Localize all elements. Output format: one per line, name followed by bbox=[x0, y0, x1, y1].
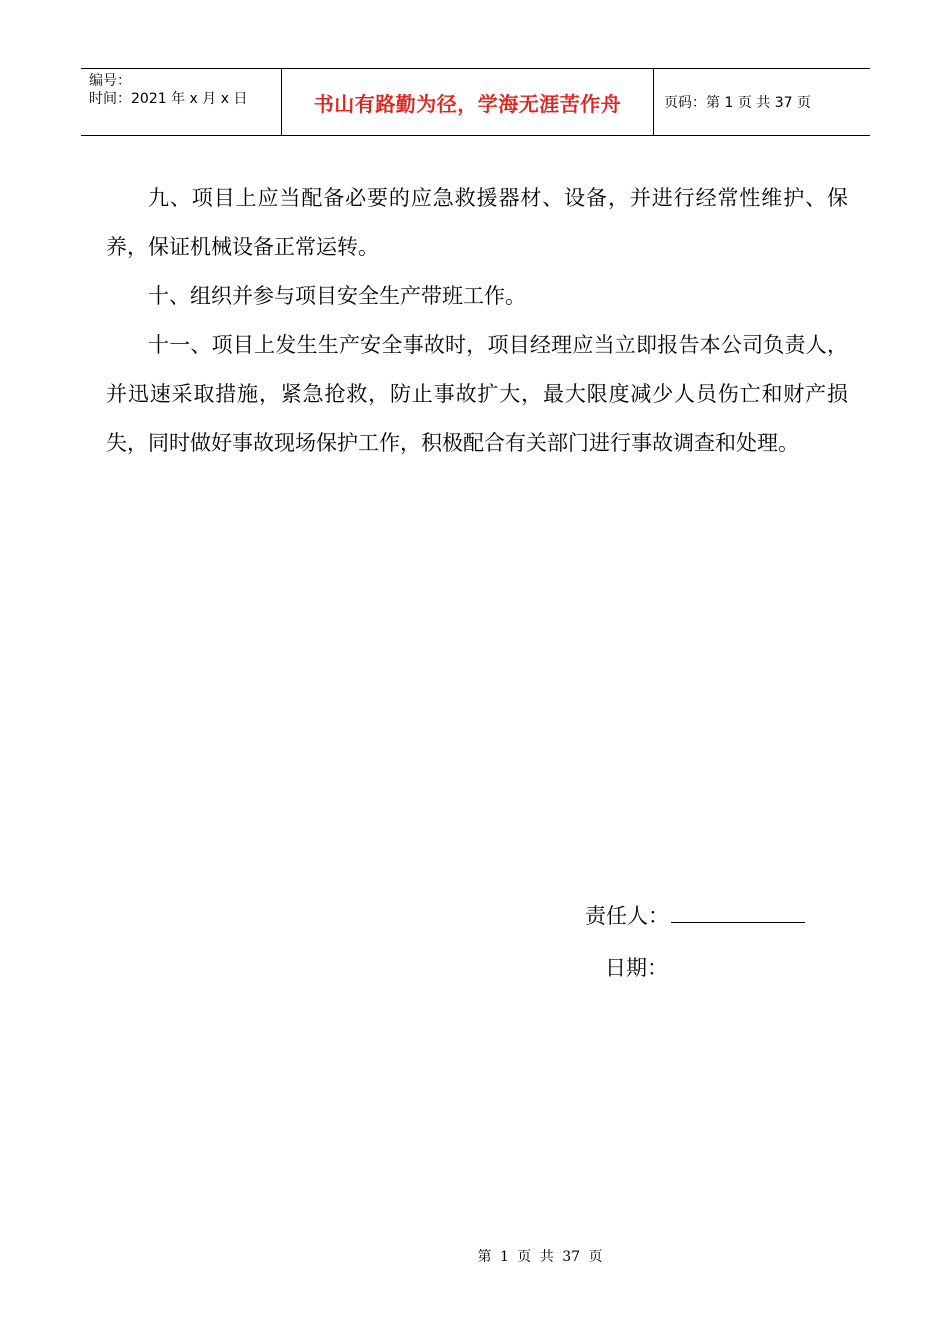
responsible-person-label: 责任人： bbox=[585, 904, 669, 928]
footer-page-number: 第 1 页 共 37 页 bbox=[477, 1249, 603, 1265]
date-row bbox=[605, 948, 805, 988]
page-footer bbox=[0, 1246, 950, 1266]
responsible-person-row bbox=[585, 896, 805, 936]
header-meta bbox=[81, 69, 281, 135]
header-number-label: 编号： bbox=[89, 73, 131, 89]
document-body bbox=[106, 174, 848, 468]
paragraph-eleven: 十一、项目上发生生产安全事故时，项目经理应当立即报告本公司负责人，并迅速采取措施，紧急抢救，防止事故扩大，最大限度减少人员伤亡和财产损失，同时做好事故现场保护工作，积极配合有关部门进行事故调查和处理。 bbox=[106, 333, 848, 455]
signature-line bbox=[671, 898, 805, 923]
header-time-label: 时间：2021 年 x 月 x 日 bbox=[89, 91, 248, 107]
paragraph-ten: 十、组织并参与项目安全生产带班工作。 bbox=[148, 284, 526, 308]
document-header bbox=[81, 68, 870, 136]
header-page-info: 页码：第 1 页 共 37 页 bbox=[664, 95, 811, 111]
header-motto: 书山有路勤为径，学海无涯苦作舟 bbox=[313, 91, 622, 116]
date-label: 日期： bbox=[605, 956, 668, 980]
header-page-info-cell bbox=[654, 69, 870, 135]
paragraph-nine: 九、项目上应当配备必要的应急救援器材、设备，并进行经常性维护、保养，保证机械设备正常运转。 bbox=[106, 186, 848, 259]
signature-block bbox=[585, 896, 805, 988]
header-motto-cell bbox=[281, 69, 654, 135]
